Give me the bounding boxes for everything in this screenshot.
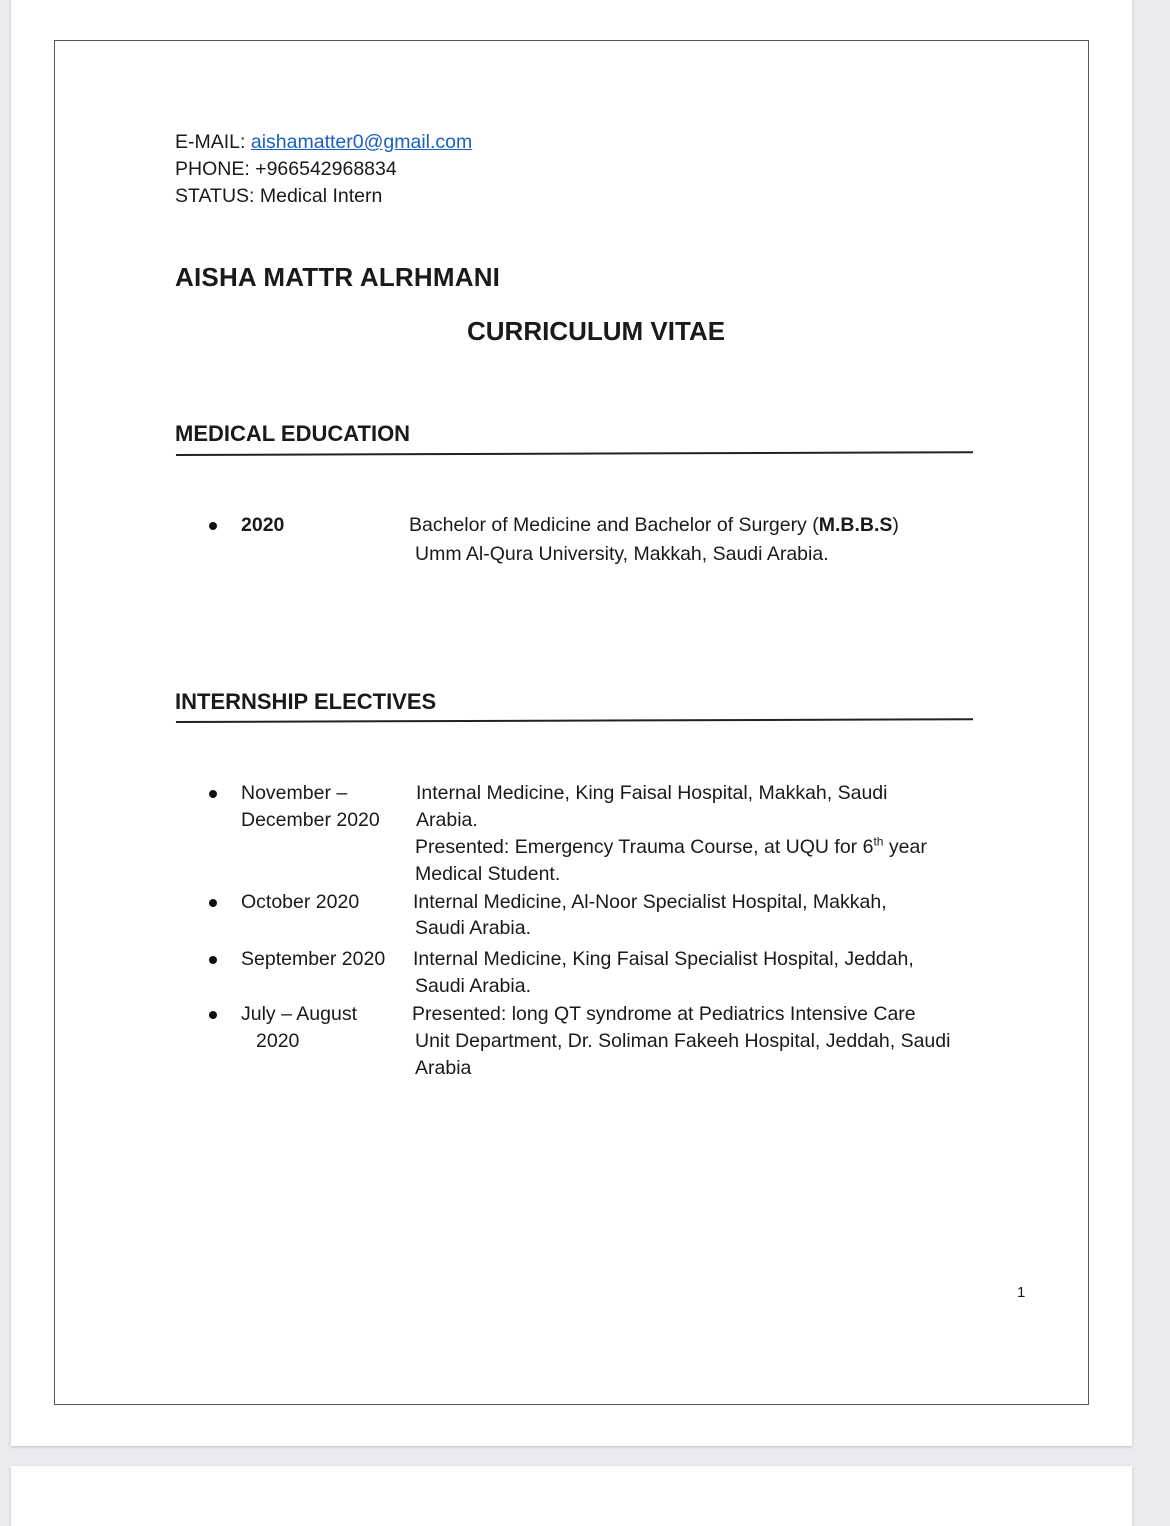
elective-description: Saudi Arabia. [415,975,532,997]
presentation-text: Presented: Emergency Trauma Course, at UQU for 6 [415,836,874,858]
elective-date: July – August [241,1003,357,1025]
elective-description: Medical Student. [415,863,561,885]
bullet-icon [209,956,217,964]
email-label: E-MAIL: [175,131,251,153]
phone-line: PHONE: +966542968834 [175,158,397,180]
elective-description: Presented: long QT syndrome at Pediatrics Intensive Care [412,1003,916,1025]
elective-date: 2020 [256,1030,300,1052]
degree-suffix: ) [892,514,899,536]
email-line [175,129,472,156]
bullet-icon [209,522,217,530]
status-line: STATUS: Medical Intern [175,185,383,207]
education-degree [409,512,899,539]
document-title: CURRICULUM VITAE [467,316,726,346]
elective-description: Internal Medicine, King Faisal Hospital, Makkah, Saudi [416,782,888,804]
elective-date: September 2020 [241,948,386,970]
elective-description [415,834,927,861]
section-heading-medical-education: MEDICAL EDUCATION [175,421,411,446]
elective-description: Unit Department, Dr. Soliman Fakeeh Hospital, Jeddah, Saudi [415,1030,951,1052]
elective-description: Internal Medicine, Al-Noor Specialist Hospital, Makkah, [413,891,887,913]
elective-description: Arabia. [416,809,478,831]
bullet-icon [209,1011,217,1019]
next-document-page [11,1466,1132,1526]
education-institution: Umm Al-Qura University, Makkah, Saudi Arabia. [415,543,829,565]
superscript: th [873,834,884,849]
elective-description: Internal Medicine, King Faisal Specialist Hospital, Jeddah, [413,948,914,970]
presentation-text-end: year [883,836,927,858]
elective-date: December 2020 [241,809,380,831]
applicant-name: AISHA MATTR ALRHMANI [175,262,501,292]
degree-prefix: Bachelor of Medicine and Bachelor of Surgery ( [409,514,819,536]
education-year: 2020 [241,514,285,536]
degree-abbr: M.B.B.S [818,514,893,536]
page-number: 1 [1017,1284,1026,1301]
elective-description: Saudi Arabia. [415,917,532,939]
email-link[interactable]: aishamatter0@gmail.com [250,131,473,153]
elective-date: November – [241,782,348,804]
elective-description: Arabia [415,1057,472,1079]
elective-date: October 2020 [241,891,360,913]
bullet-icon [209,790,217,798]
bullet-icon [209,899,217,907]
section-heading-internship-electives: INTERNSHIP ELECTIVES [175,689,437,714]
